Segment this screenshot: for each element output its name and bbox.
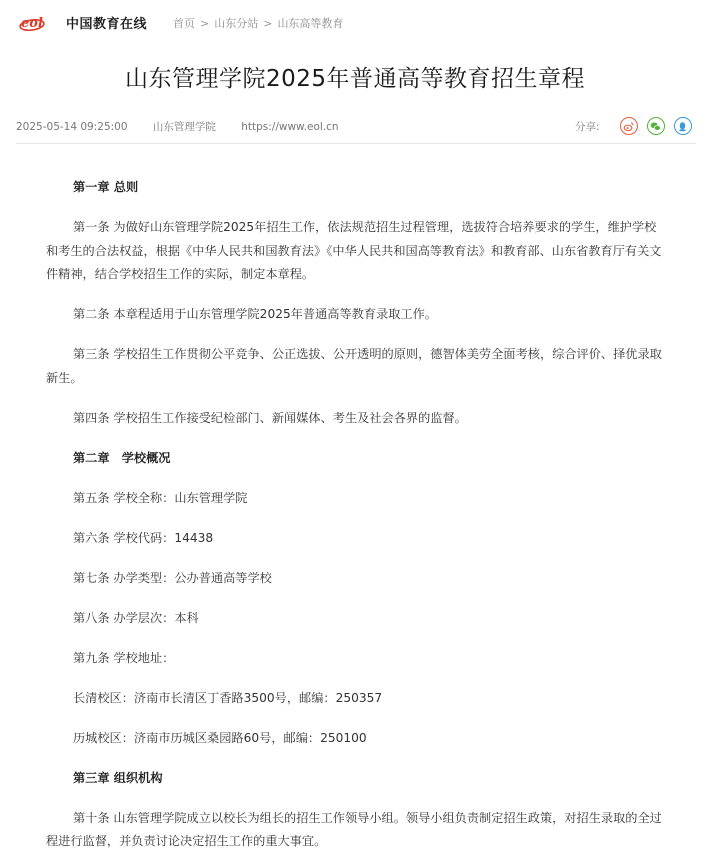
logo-text: 中国教育在线: [66, 16, 148, 32]
eol-logo-icon: [18, 11, 62, 33]
breadcrumb-separator: >: [263, 17, 273, 30]
page-title: 山东管理学院2025年普通高等教育招生章程: [124, 66, 586, 92]
weibo-icon: [623, 121, 634, 132]
qq-icon: [677, 121, 688, 132]
article-paragraph: 历城校区：济南市历城区桑园路60号，邮编：250100: [73, 730, 367, 745]
chapter-heading: 第二章 学校概况: [73, 450, 171, 465]
article-paragraph: 第九条 学校地址：: [73, 650, 175, 665]
article-source: 山东管理学院: [152, 121, 216, 133]
article-paragraph: 第一条 为做好山东管理学院2025年招生工作，依法规范招生过程管理，选拔符合培养要求的学生，维护学校和考生的合法权益，根据《中华人民共和国教育法》《中华人民共和国高等教育法》和教育部、山东省教育厅有关文件精神，结合学校招生工作的实际，制定本章程。: [46, 220, 662, 281]
breadcrumb-separator: >: [200, 17, 210, 30]
breadcrumb: [173, 15, 343, 31]
article-paragraph: 第十条 山东管理学院成立以校长为组长的招生工作领导小组。领导小组负责制定招生政策，对招生录取的全过程进行监督，并负责讨论决定招生工作的重大事宜。: [46, 810, 662, 848]
article-paragraph: 第二条 本章程适用于山东管理学院2025年普通高等教育录取工作。: [73, 307, 437, 321]
article-paragraph: 第五条 学校全称：山东管理学院: [73, 490, 248, 505]
breadcrumb-higher-edu[interactable]: 山东高等教育: [277, 17, 344, 30]
share-qq-button[interactable]: [674, 117, 692, 135]
article-paragraph: 第四条 学校招生工作接受纪检部门、新闻媒体、考生及社会各界的监督。: [73, 410, 467, 425]
publish-datetime: 2025-05-14 09:25:00: [16, 121, 128, 133]
breadcrumb-home[interactable]: 首页: [173, 17, 195, 30]
share-weibo-button[interactable]: [620, 117, 638, 135]
article-paragraph: 长清校区：济南市长清区丁香路3500号，邮编：250357: [73, 690, 383, 705]
article-paragraph: 第七条 办学类型：公办普通高等学校: [73, 570, 272, 585]
source-url[interactable]: https://www.eol.cn: [241, 121, 339, 133]
share-label: 分享:: [575, 120, 600, 133]
share-bar: [575, 117, 701, 135]
wechat-icon: [650, 121, 661, 132]
article-paragraph: 第八条 办学层次：本科: [73, 610, 199, 625]
svg-text:eol: eol: [21, 16, 43, 31]
site-logo[interactable]: [18, 10, 147, 34]
article-paragraph: 第三条 学校招生工作贯彻公平竞争、公正选拔、公开透明的原则，德智体美劳全面考核，综合评价、择优录取新生。: [46, 347, 662, 385]
article-paragraph: 第六条 学校代码：14438: [73, 530, 214, 545]
article-meta: [16, 119, 361, 134]
article-body: [46, 176, 666, 854]
chapter-heading: 第三章 组织机构: [73, 770, 163, 785]
top-bar: [0, 0, 710, 44]
chapter-heading: 第一章 总则: [73, 180, 139, 194]
header-divider: [16, 143, 696, 144]
share-wechat-button[interactable]: [647, 117, 665, 135]
breadcrumb-shandong[interactable]: 山东分站: [214, 17, 259, 30]
